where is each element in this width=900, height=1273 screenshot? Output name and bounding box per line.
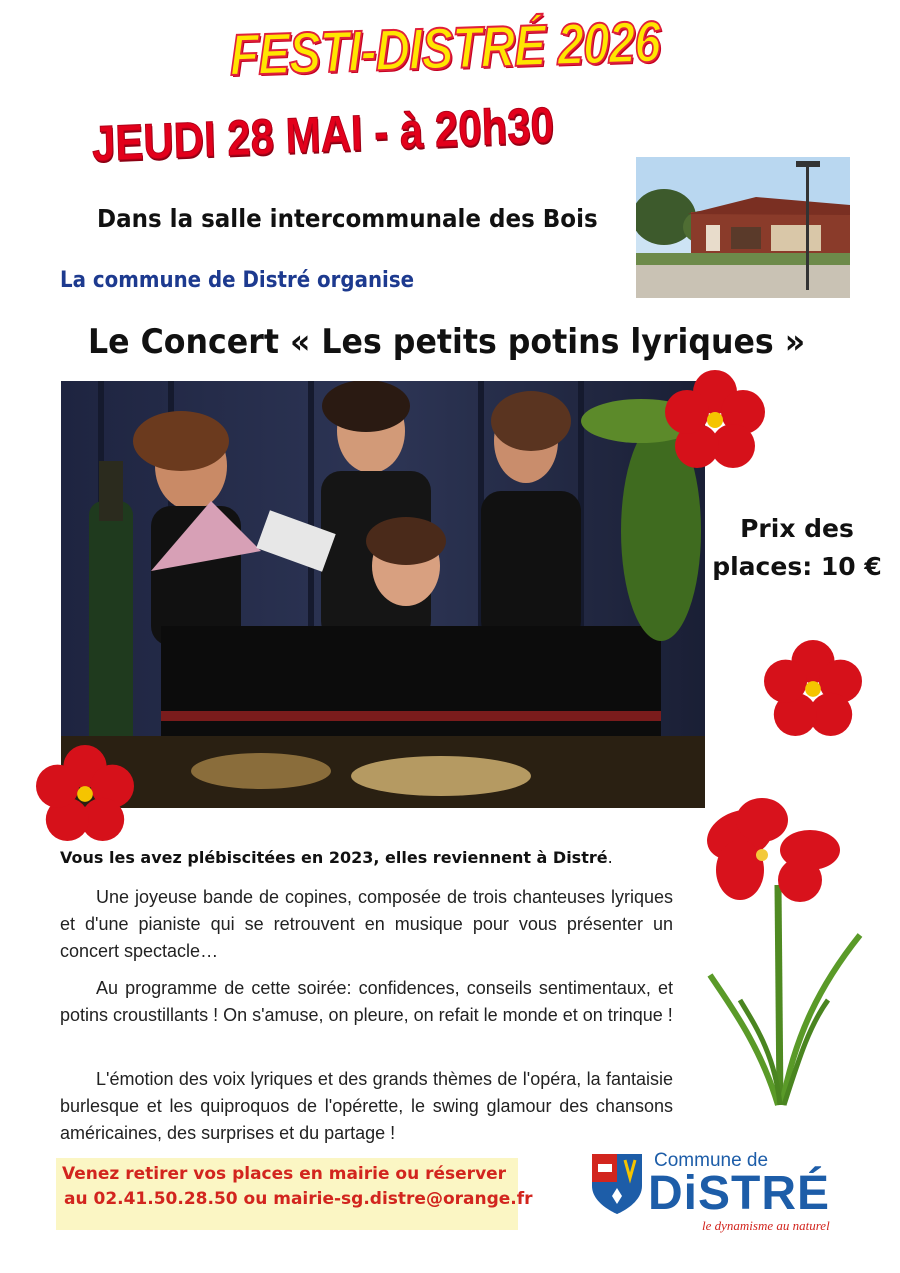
hibiscus-flower-icon (35, 745, 135, 843)
intro-line (60, 848, 613, 867)
intro-period: . (607, 848, 613, 867)
paragraph-3: L'émotion des voix lyriques et des grands thèmes de l'opéra, la fantaisie burlesque et les quiproquos de l'opérette, le swing glamour des chansons américaines, des surprises et du partage ! (60, 1069, 673, 1143)
organiser-line: La commune de Distré organise (60, 268, 415, 293)
price-line-2: places: 10 € (712, 552, 882, 581)
coat-of-arms-icon (590, 1152, 644, 1216)
intro-bold: Vous les avez plébiscitées en 2023, elles reviennent à Distré (60, 848, 608, 867)
contact-line-2: au 02.41.50.28.50 ou mairie-sg.distre@orange.fr (64, 1189, 533, 1209)
price-box (712, 510, 882, 586)
commune-logo (590, 1148, 850, 1238)
concert-title: Le Concert « Les petits potins lyriques » (88, 322, 806, 362)
contact-line-1: Venez retirer vos places en mairie ou réserver (62, 1164, 507, 1184)
amaryllis-flower-icon (700, 795, 865, 1110)
hibiscus-flower-icon (764, 640, 862, 738)
event-title: FESTI-DISTRÉ 2026 (229, 9, 661, 88)
paragraph-1: Une joyeuse bande de copines, composée de trois chanteuses lyriques et d'une pianiste qui se retrouvent en musique pour vous présenter un concert spectacle… (60, 887, 673, 961)
price-line-1: Prix des (740, 514, 854, 543)
logo-name: DiSTRÉ (648, 1167, 831, 1220)
contact-box (56, 1158, 533, 1230)
event-venue: Dans la salle intercommunale des Bois (97, 204, 598, 233)
venue-photo (636, 157, 850, 298)
concert-photo (61, 381, 705, 808)
paragraph-2: Au programme de cette soirée: confidences, conseils sentimentaux, et potins croustillants ! On s'amuse, on pleure, on refait le monde et on trinque ! (60, 978, 673, 1025)
logo-prefix: Commune de (654, 1150, 769, 1171)
event-date: JEUDI 28 MAI - à 20h30 (91, 96, 555, 172)
hibiscus-flower-icon (665, 370, 765, 470)
logo-tagline: le dynamisme au naturel (702, 1218, 830, 1233)
